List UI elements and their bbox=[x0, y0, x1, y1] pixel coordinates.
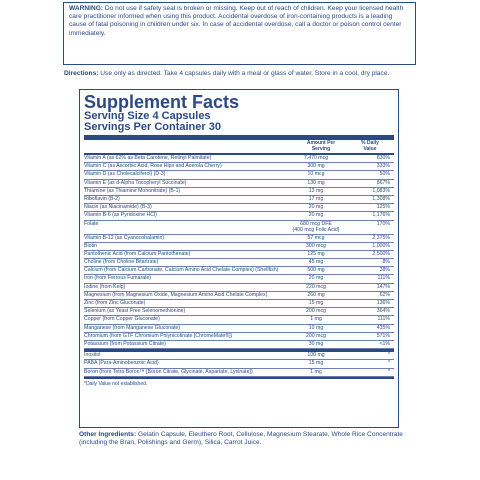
nutrient-daily-value: <1% bbox=[379, 340, 390, 347]
nutrient-daily-value: * bbox=[387, 360, 390, 367]
nutrient-row bbox=[84, 316, 394, 324]
nutrient-amount: 1 mg bbox=[310, 316, 322, 323]
nutrient-amount: 30 mg bbox=[308, 340, 324, 347]
nutrient-amount bbox=[282, 221, 350, 234]
nutrient-amount-line1: 680 mcg DFE bbox=[300, 220, 332, 227]
nutrient-daily-value: 8% bbox=[382, 259, 390, 266]
nutrient-daily-value: 111% bbox=[377, 275, 390, 282]
nutrient-row bbox=[84, 171, 394, 179]
directions-label: Directions: bbox=[64, 70, 99, 77]
nutrient-row bbox=[84, 284, 394, 292]
nutrient-name: Vitamin C (as Ascorbic Acid, Rose Hips and Acerola Cherry) bbox=[84, 163, 222, 170]
nutrient-row bbox=[84, 180, 394, 188]
nutrient-name: Boron (from Tetra Boron™ [Boron Citrate, Glycinate, Aspartate, Lysinate]) bbox=[84, 368, 253, 375]
serving-size: Serving Size 4 Capsules bbox=[84, 110, 211, 122]
nutrient-amount: 57 mcg bbox=[307, 234, 325, 241]
nutrient-row bbox=[84, 325, 394, 333]
nutrient-daily-value: 364% bbox=[376, 308, 390, 315]
nutrient-name: Iodine (from Kelp) bbox=[84, 283, 126, 290]
nutrient-name: Calcium (from Calcium Carbonate, Calcium Amino Acid Chelate Complex) (Shellfish) bbox=[84, 267, 279, 274]
nutrient-name: Riboflavin (B-2) bbox=[84, 195, 120, 202]
nutrient-row bbox=[84, 369, 394, 377]
nutrient-name: Copper (from Copper Gluconate) bbox=[84, 316, 160, 323]
nutrient-name: Choline (from Choline Bitartrate) bbox=[84, 259, 159, 266]
nutrient-row bbox=[84, 243, 394, 251]
nutrient-amount: 45 mg bbox=[308, 259, 324, 266]
nutrient-amount: 220 mcg bbox=[306, 283, 326, 290]
nutrient-daily-value: 2,500% bbox=[372, 250, 390, 257]
nutrient-daily-value: 2,375% bbox=[372, 234, 390, 241]
other-ingredients-label: Other Ingredients: bbox=[79, 431, 137, 438]
nutrient-amount: 20 mg bbox=[308, 212, 324, 219]
nutrient-row bbox=[84, 360, 394, 368]
other-ingredients-text: Gelatin Capsule, Eleuthero Root, Cellulose, Magnesium Stearate, Whole Rice Concentrate (including the Bran, Polishings and Germ), Silica, Carrot Juice. bbox=[79, 431, 403, 447]
directions bbox=[64, 70, 420, 78]
nutrient-amount: 200 mcg bbox=[306, 332, 326, 339]
nutrient-amount: 500 mg bbox=[307, 267, 325, 274]
nutrient-amount: 7,470 mcg bbox=[303, 155, 329, 161]
nutrient-amount: 1 mg bbox=[310, 368, 322, 375]
nutrient-row bbox=[84, 235, 394, 243]
nutrient-name: Iron (from Ferrous Fumarate) bbox=[84, 275, 152, 282]
nutrient-amount: 20 mg bbox=[308, 204, 324, 211]
nutrient-name: Vitamin B-12 (as Cyanocobalamin) bbox=[84, 234, 165, 241]
nutrient-daily-value: 111% bbox=[377, 316, 390, 323]
nutrient-daily-value: 435% bbox=[376, 324, 390, 331]
nutrient-amount: 130 mg bbox=[307, 179, 325, 186]
nutrient-row bbox=[84, 352, 394, 360]
nutrient-daily-value: 147% bbox=[376, 283, 390, 290]
nutrient-name: PABA (Para-Aminobenzoic Acid) bbox=[84, 360, 159, 367]
nutrient-daily-value: 1,176% bbox=[372, 212, 390, 219]
nutrient-name: Potassium (from Potassium Citrate) bbox=[84, 340, 166, 347]
nutrient-row bbox=[84, 163, 394, 171]
nutrient-daily-value: 1,308% bbox=[372, 195, 390, 202]
nutrient-row bbox=[84, 188, 394, 196]
nutrient-amount: 125 mg bbox=[307, 250, 325, 257]
nutrient-name: Pantothenic Acid (from Calcium Pantothenate) bbox=[84, 250, 191, 257]
nutrient-amount: 300 mcg bbox=[306, 242, 326, 249]
nutrient-daily-value: 333% bbox=[376, 163, 390, 170]
warning-label: WARNING: bbox=[69, 5, 104, 12]
facts-title: Supplement Facts bbox=[84, 92, 240, 112]
nutrient-row bbox=[84, 155, 394, 163]
dv-header-line2: Value bbox=[363, 145, 377, 152]
nutrient-daily-value: 50% bbox=[379, 171, 390, 178]
amount-header-line2: Serving bbox=[311, 145, 331, 152]
nutrient-amount: 15 mg bbox=[308, 300, 324, 306]
amount-header bbox=[296, 141, 346, 153]
nutrient-name: Niacin (as Niacinamide) (B-3) bbox=[84, 204, 152, 211]
nutrient-amount: 13 mg bbox=[308, 187, 324, 194]
nutrient-row bbox=[84, 267, 394, 275]
column-header bbox=[84, 140, 394, 155]
nutrient-daily-value: 136% bbox=[376, 300, 390, 306]
nutrient-daily-value: 38% bbox=[379, 267, 390, 274]
nutrient-daily-value: 62% bbox=[379, 291, 390, 298]
nutrient-row bbox=[84, 204, 394, 212]
nutrient-row bbox=[84, 212, 394, 220]
nutrient-daily-value: * bbox=[387, 368, 390, 375]
nutrient-amount: 100 mg bbox=[307, 352, 325, 359]
nutrient-name: Vitamin E (as d-Alpha Tocopheryl Succinate) bbox=[84, 179, 187, 186]
nutrient-name: Vitamin D (as Cholecalciferol) (D-3) bbox=[84, 171, 166, 178]
nutrient-name: Vitamin A (as 62% as Beta Carotene, Retinyl Palmitate) bbox=[84, 155, 212, 161]
dv-header bbox=[346, 141, 394, 153]
supplement-facts-panel bbox=[79, 89, 399, 428]
nutrient-name: Inositol bbox=[84, 352, 101, 359]
nutrient-amount: 300 mg bbox=[307, 163, 325, 170]
nutrient-amount: 10 mcg bbox=[307, 171, 325, 178]
nutrient-name: Selenium (as Yeast Free Selenomethionine) bbox=[84, 308, 186, 315]
footnote: *Daily Value not established. bbox=[84, 377, 394, 387]
nutrient-amount: 200 mcg bbox=[306, 308, 326, 315]
other-ingredients bbox=[79, 431, 409, 448]
nutrient-amount-line2: (400 mcg Folic Acid) bbox=[292, 226, 340, 233]
nutrient-daily-value: 170% bbox=[376, 220, 390, 227]
nutrient-name: Thiamine (as Thiamine Mononitrate) (B-1) bbox=[84, 187, 181, 194]
nutrient-row bbox=[84, 251, 394, 259]
nutrient-amount: 17 mg bbox=[308, 195, 324, 202]
nutrient-daily-value: 1,083% bbox=[372, 187, 390, 194]
nutrient-rows bbox=[84, 155, 394, 349]
nutrient-amount: 15 mg bbox=[308, 360, 324, 367]
nutrient-daily-value: 830% bbox=[376, 155, 390, 161]
nutrient-name: Manganese (from Manganese Gluconate) bbox=[84, 324, 181, 331]
nutrient-name: Biotin bbox=[84, 242, 97, 249]
dv-header-line1: % Daily bbox=[361, 140, 379, 146]
warning-box bbox=[63, 2, 416, 65]
nutrient-row bbox=[84, 308, 394, 316]
nutrient-row bbox=[84, 259, 394, 267]
servings-per-container: Servings Per Container 30 bbox=[84, 121, 221, 133]
nutrient-daily-value: 867% bbox=[376, 179, 390, 186]
nutrient-name: Vitamin B-6 (as Pyridoxine HCl) bbox=[84, 212, 157, 219]
nutrient-name: Magnesium (from Magnesium Oxide, Magnesium Amino Acid Chelate Complex) bbox=[84, 291, 268, 298]
nutrient-daily-value: 125% bbox=[376, 204, 390, 211]
nutrient-row bbox=[84, 341, 394, 349]
nutrient-amount: 20 mg bbox=[308, 275, 324, 282]
nutrient-name: Folate bbox=[84, 220, 99, 227]
nutrient-row bbox=[84, 292, 394, 300]
amount-header-line1: Amount Per bbox=[306, 140, 336, 146]
other-nutrient-rows bbox=[84, 352, 394, 377]
warning-text: Do not use if safety seal is broken or missing. Keep out of reach of children. Keep your licensed health care practitioner informed when using this product. Accidental overdose of iron-containing products is a leading cause of fatal poisoning in children under six. In case of accidental overdose, call a doctor or poison control center immediately. bbox=[69, 5, 404, 37]
nutrient-daily-value: * bbox=[387, 352, 390, 359]
nutrient-amount: 10 mg bbox=[308, 324, 324, 331]
directions-text: Use only as directed. Take 4 capsules daily with a meal or glass of water. Store in a cool, dry place. bbox=[98, 70, 390, 77]
nutrient-row bbox=[84, 196, 394, 204]
nutrient-name: Zinc (from Zinc Gluconate) bbox=[84, 300, 146, 306]
nutrient-daily-value: 571% bbox=[376, 332, 390, 339]
nutrient-row bbox=[84, 275, 394, 283]
nutrient-row bbox=[84, 221, 394, 235]
nutrient-daily-value: 1,000% bbox=[372, 242, 390, 249]
nutrient-amount: 260 mg bbox=[307, 291, 325, 298]
nutrient-row bbox=[84, 300, 394, 308]
nutrient-name: Chromium (from GTF Chromium Polynicotinate [ChromeMate®]) bbox=[84, 332, 233, 339]
nutrient-row bbox=[84, 333, 394, 341]
